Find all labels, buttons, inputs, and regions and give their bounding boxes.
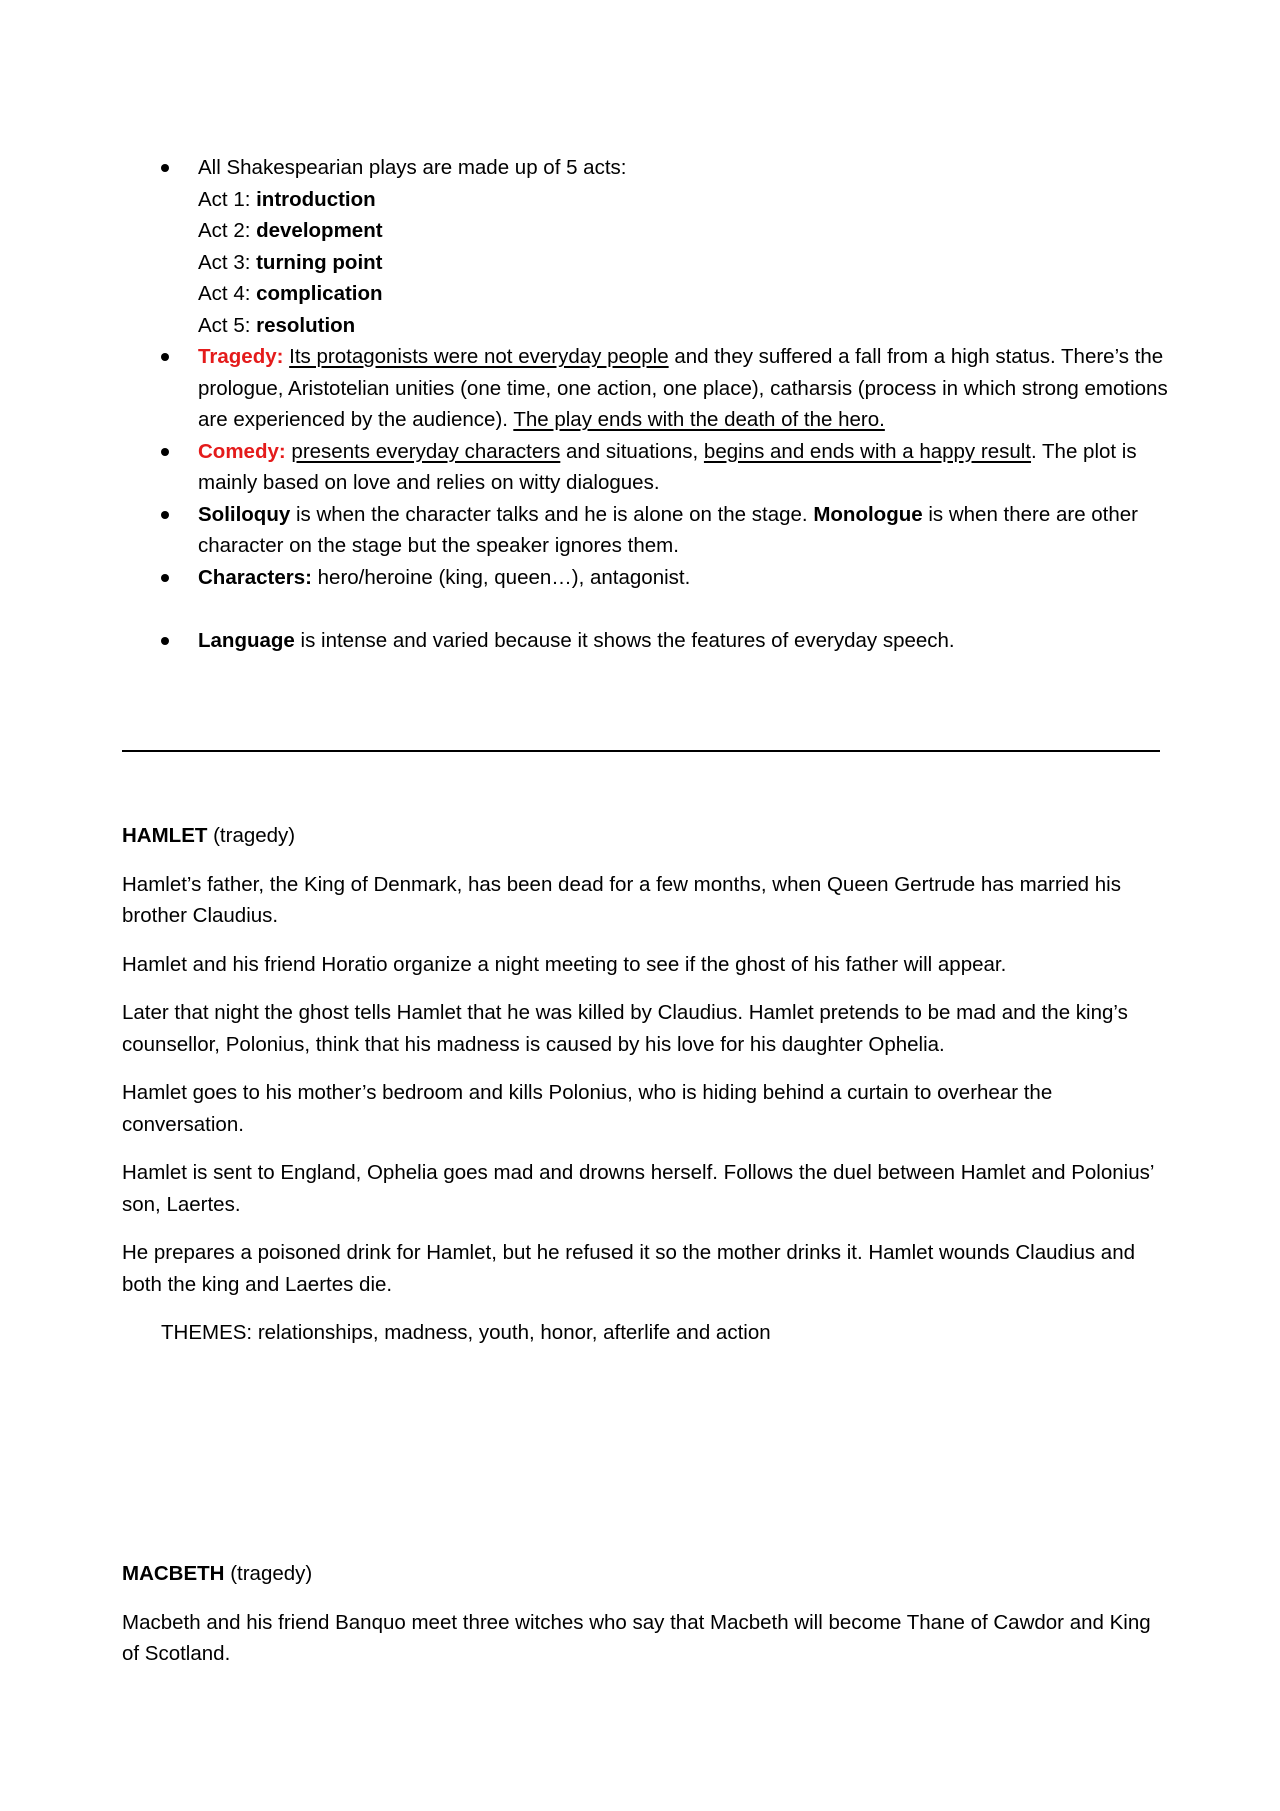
- bullet-dot-icon: [161, 511, 169, 519]
- list-item-tragedy: [0, 341, 1280, 436]
- act-1-line: [198, 184, 1170, 216]
- comedy-text-2: . The plot is mainly based on love and relies on witty dialogues.: [198, 439, 1137, 494]
- hamlet-title: HAMLET: [122, 824, 208, 847]
- act-1-value: introduction: [256, 187, 376, 211]
- comedy-text-1: and situations,: [560, 439, 704, 463]
- act-2-label: Act 2:: [198, 219, 257, 242]
- tragedy-underline-1: Its protagonists were not everyday people: [289, 345, 669, 368]
- list-item-soliloquy: [0, 499, 1280, 562]
- hamlet-paragraph: Hamlet goes to his mother’s bedroom and kills Polonius, who is hiding behind a curtain to overhear the conversation.: [122, 1081, 1053, 1136]
- horizontal-divider: [122, 750, 1160, 752]
- tragedy-text-1: and they suffered a fall from a high status. There’s the prologue, Aristotelian unities (one time, one action, one place), catharsis (process in which strong emotions are experienced by the audience).: [198, 345, 1168, 431]
- hamlet-section: [122, 820, 1167, 1366]
- comedy-underline-2: begins and ends with a happy result: [703, 439, 1032, 463]
- macbeth-title: MACBETH: [122, 1562, 225, 1585]
- act-3-value: turning point: [256, 250, 383, 274]
- list-item-comedy: [0, 436, 1280, 499]
- language-term: Language: [198, 628, 295, 652]
- comedy-term: Comedy:: [198, 439, 286, 463]
- bullet-dot-icon: [161, 574, 169, 582]
- act-1-label: Act 1:: [198, 187, 257, 211]
- shakespeare-features-list: [0, 152, 1280, 656]
- bullet-dot-icon: [161, 353, 169, 361]
- hamlet-genre: (tragedy): [207, 824, 296, 847]
- macbeth-paragraph: Macbeth and his friend Banquo meet three witches who say that Macbeth will become Thane of Cawdor and King of Scotland.: [122, 1610, 1151, 1665]
- bullet-dot-icon: [161, 164, 169, 172]
- list-item-characters: [0, 562, 1280, 594]
- soliloquy-text: is when the character talks and he is alone on the stage.: [290, 502, 814, 526]
- bullet-dot-icon: [161, 637, 169, 645]
- soliloquy-term: Soliloquy: [198, 502, 291, 526]
- characters-term: Characters:: [198, 565, 312, 589]
- act-5-line: [198, 310, 1170, 342]
- hamlet-paragraph: He prepares a poisoned drink for Hamlet, but he refused it so the mother drinks it. Hamlet wounds Claudius and both the king and Laertes die.: [122, 1241, 1135, 1296]
- act-3-line: [198, 247, 1170, 279]
- hamlet-paragraph: Hamlet and his friend Horatio organize a night meeting to see if the ghost of his father will appear.: [122, 952, 1007, 976]
- macbeth-section: [122, 1558, 1167, 1687]
- act-4-label: Act 4:: [198, 282, 257, 305]
- list-item-acts: [0, 152, 1280, 341]
- act-4-line: [198, 278, 1170, 310]
- hamlet-paragraph: Hamlet is sent to England, Ophelia goes mad and drowns herself. Follows the duel between Hamlet and Polonius’ son, Laertes.: [122, 1161, 1154, 1216]
- acts-intro: All Shakespearian plays are made up of 5 acts:: [198, 156, 627, 179]
- act-3-label: Act 3:: [198, 250, 257, 274]
- bullet-dot-icon: [161, 448, 169, 456]
- hamlet-paragraph: Hamlet’s father, the King of Denmark, has been dead for a few months, when Queen Gertrude has married his brother Claudius.: [122, 872, 1121, 927]
- characters-text: hero/heroine (king, queen…), antagonist.: [311, 565, 691, 589]
- tragedy-underline-2: The play ends with the death of the hero.: [513, 408, 885, 431]
- monologue-text: is when there are other character on the stage but the speaker ignores them.: [198, 502, 1139, 557]
- hamlet-themes: THEMES: relationships, madness, youth, honor, afterlife and action: [161, 1321, 771, 1344]
- list-item-language: [0, 625, 1280, 657]
- tragedy-term: Tragedy:: [198, 345, 284, 368]
- hamlet-heading: [122, 820, 1167, 852]
- act-4-value: complication: [256, 282, 383, 305]
- act-2-line: [198, 215, 1170, 247]
- act-5-label: Act 5:: [198, 313, 257, 337]
- hamlet-paragraph: Later that night the ghost tells Hamlet that he was killed by Claudius. Hamlet pretends to be mad and the king’s counsellor, Polonius, think that his madness is caused by his love for his daughter Ophelia.: [122, 1001, 1128, 1056]
- language-text: is intense and varied because it shows the features of everyday speech.: [294, 628, 955, 652]
- macbeth-genre: (tragedy): [224, 1562, 313, 1585]
- act-5-value: resolution: [256, 313, 356, 337]
- act-2-value: development: [256, 219, 383, 242]
- macbeth-heading: [122, 1558, 1167, 1590]
- monologue-term: Monologue: [813, 502, 923, 526]
- comedy-underline-1: presents everyday characters: [291, 439, 561, 463]
